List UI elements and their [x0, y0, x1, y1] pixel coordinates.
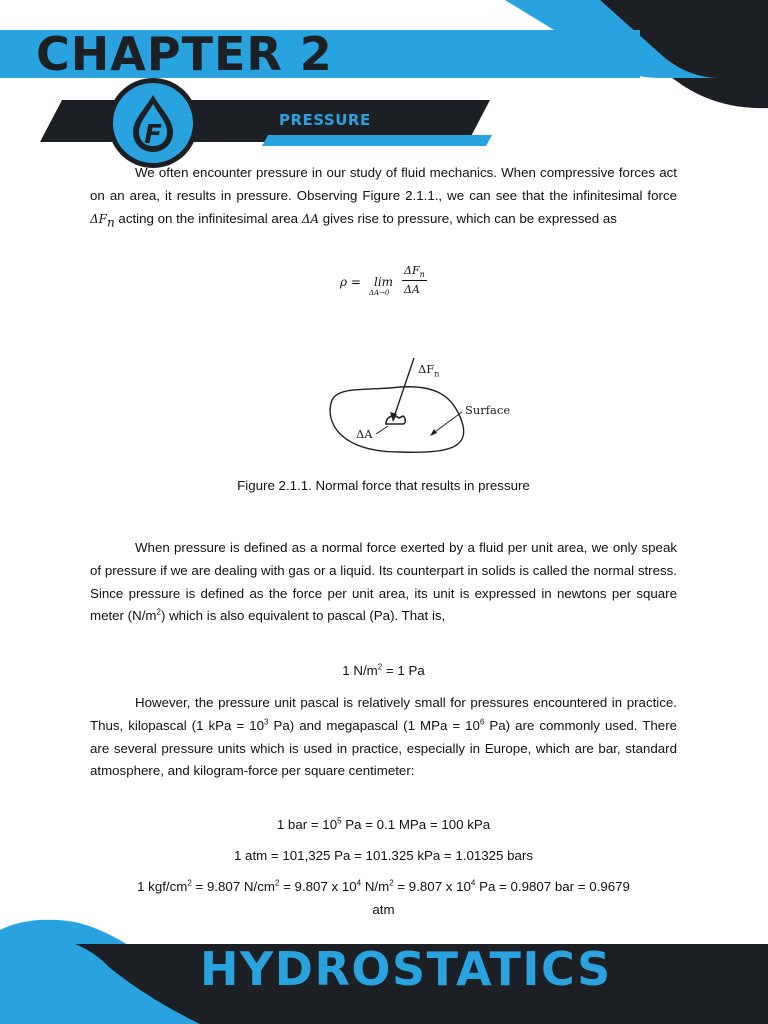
- footer-title: HYDROSTATICS: [200, 942, 612, 996]
- equation-newton-pascal: 1 $N/m^2 = 1$ Pa: [342, 662, 425, 678]
- fluid-drop-logo-icon: [124, 92, 182, 154]
- figure-caption: Figure 2.1.1. Normal force that results in pressure: [237, 478, 530, 493]
- pressure-formula: ρ = lim ΔA→0 $\Delta F_n$ ΔA: [340, 262, 450, 302]
- area-label: ΔA: [356, 427, 373, 441]
- equation-kgf-continued: atm: [372, 902, 395, 917]
- force-label: $\Delta F_n$: [418, 362, 440, 379]
- chapter-title: CHAPTER 2: [36, 27, 333, 81]
- surface-outline: [330, 387, 464, 453]
- equation-atm: 1 atm = 101,325 Pa = 101.325 kPa = 1.01325 bars: [233, 848, 534, 863]
- area-element: [386, 416, 405, 424]
- pressure-units-paragraph: However, the pressure unit pascal is relatively small for pressures encountered in practice. Thus, kilopascal (1 kPa = $10^3$ Pa) and megapascal (1 MPa = $10^6$ Pa) are commonly used. There are several pressure units which is used in practice, especially in Europe, which are bar, standard atmosphere, and kilogram-force per square centimeter:: [90, 695, 678, 779]
- area-pointer: [376, 426, 388, 434]
- logo-letter: F: [144, 120, 162, 150]
- intro-paragraph: We often encounter pressure in our study of fluid mechanics. When compressive forces act on an area, it results in pressure. Observing Figure 2.1.1., we can see that the infinitesimal force $\Delta F_n$ acting on the infinitesimal area ΔA gives rise to pressure, which can be expressed as: [90, 165, 677, 230]
- section-title: PRESSURE: [279, 111, 371, 129]
- pressure-definition-paragraph: When pressure is defined as a normal force exerted by a fluid per unit area, we only speak of pressure if we are dealing with gas or a liquid. Its counterpart in solids is called the normal stress. Since pressure is defined as the force per unit area, its unit is expressed in newtons per square meter $(N/m^2)$ which is also equivalent to pascal (Pa). That is,: [90, 540, 677, 624]
- equation-kgf: 1 kgf/$cm^2 = 9.807$ $N/cm^2 = 9.807$ x $10^4$ $N/m^2 = 9.807$ x $10^4$ Pa = 0.9807 bar = 0.9679: [137, 878, 630, 894]
- section-ribbon-blue: [262, 135, 492, 146]
- force-arrow: [393, 358, 414, 420]
- surface-pointer: [432, 412, 462, 434]
- surface-label: Surface: [465, 403, 511, 417]
- equation-bar: 1 bar = $10^5$ Pa = 0.1 MPa = 100 kPa: [276, 816, 491, 832]
